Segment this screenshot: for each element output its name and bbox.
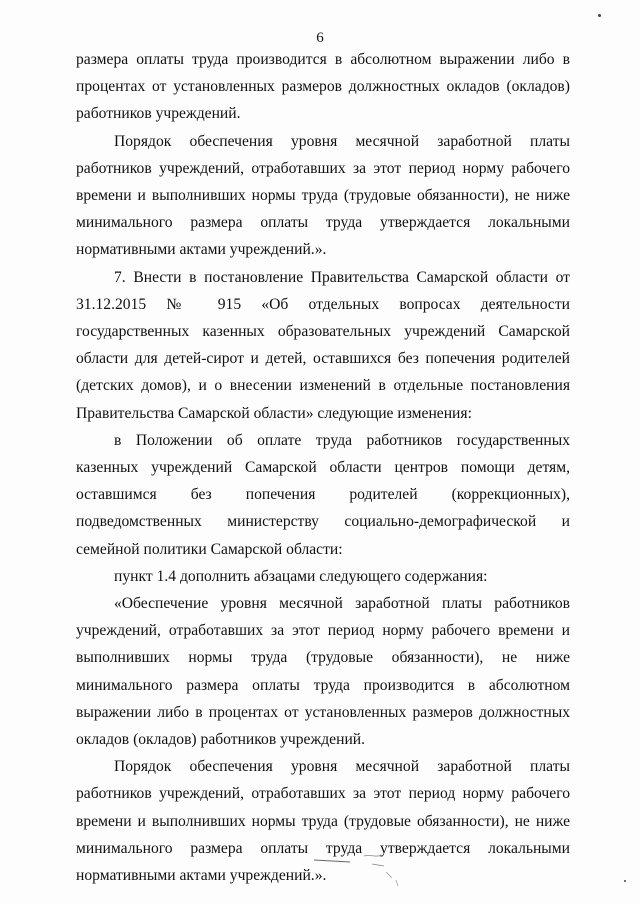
- paragraph-quote-obligation: «Обеспечение уровня месячной заработной платы работников учреждений, отработавших за этот период норму рабочего времени и выполнивших нормы труда (трудовые обязанности), не ниже минимального размера оплаты труда производится в абсолютном выражении либо в процентах от установленных размеров должностных окладов (окладов) работников учреждений.: [76, 595, 570, 749]
- paragraph-regulation: в Положении об оплате труда работников государственных казенных учреждений Самарской области центров помощи детям, оставшимся без попечения родителей (коррекционных), подведомственных министерству социально-демографической и семейной политики Самарской области:: [76, 431, 570, 558]
- scan-dot: [598, 14, 601, 17]
- page-number: 6: [316, 30, 324, 46]
- scan-dot: [624, 880, 626, 882]
- paragraph-item-7: 7. Внести в постановление Правительства Самарской области от 31.12.2015 № 915 «Об отдельных вопросах деятельности государственных казенных образовательных учреждений Самарской области для детей-сирот и детей, оставшихся без попечения родителей (детских домов), и о внесении изменений в отдельные постановления Правительства Самарской области» следующие изменения:: [76, 268, 570, 422]
- paragraph-order: Порядок обеспечения уровня месячной заработной платы работников учреждений, отработавших за этот период норму рабочего времени и выполнивших нормы труда (трудовые обязанности), не ниже минимального размера оплаты труда утверждается локальными нормативными актами учреждений.».: [76, 132, 570, 259]
- paragraph-clause: пункт 1.4 дополнить абзацами следующего содержания:: [114, 567, 488, 585]
- scan-scribble: [312, 850, 422, 890]
- paragraph-continuation: размера оплаты труда производится в абсолютном выражении либо в процентах от установленных размеров должностных окладов (окладов) работников учреждений.: [76, 51, 570, 123]
- document-body: [76, 46, 570, 889]
- paragraph-quote-order: Порядок обеспечения уровня месячной заработной платы работников учреждений, отработавших за этот период норму рабочего времени и выполнивших нормы труда (трудовые обязанности), не ниже минимального размера оплаты труда утверждается локальными нормативными актами учреждений.».: [76, 758, 570, 885]
